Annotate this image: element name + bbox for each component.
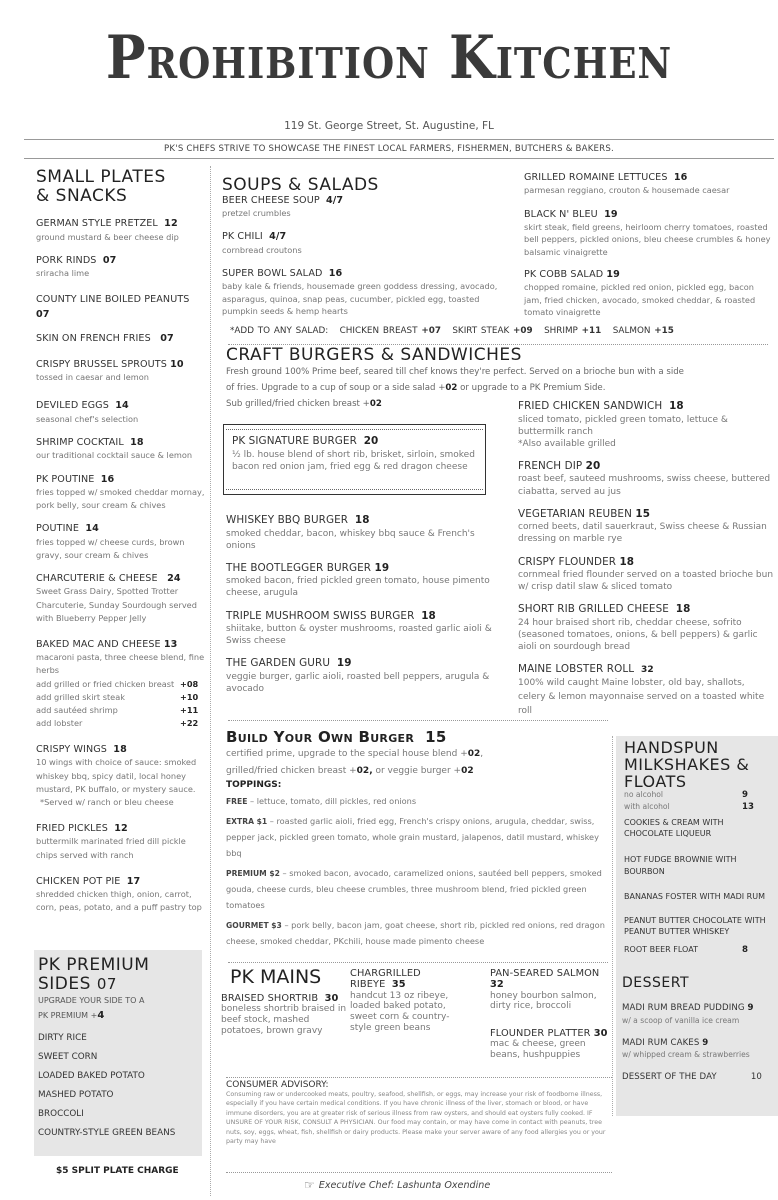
main-item: CHARGRILLED RIBEYE 35 handcut 13 oz ribeye, loaded baked potato, sweet corn & country-style green beans [350,968,450,1033]
menu-item: CHARCUTERIE & CHEESE 24 Sweet Grass Dairy, Spotted Trotter Charcuterie, Sunday Sourdough served with Blueberry Pepper Jelly [36,572,197,623]
addon-row: add grilled or fried chicken breast +08 [36,678,199,689]
topping-tier: FREE – lettuce, tomato, dill pickles, red onions [226,796,417,807]
burgers-left-column [226,514,496,705]
menu-item: FRIED PICKLES 12 buttermilk marinated fried dill pickle chips served with ranch [36,822,186,860]
build-your-own-burger-section: Build Your Own Burger 15 certified prime, upgrade to the special house blend +02, grilled/fried chicken breast +02, or veggie burger +02 TOPPINGS: FREE – lettuce, tomato, dill pickles, red onions EXTRA $1 – roasted garlic aioli, fried egg, French's crispy onions, arugula, cheddar, swiss, pepper jack, pickled green tomato, whole grain mustard, jalapenos, datil mustard, whiskey bbq PREMIUM $2 – smoked bacon, avocado, caramelized onions, sautéed bell peppers, smoked gouda, cheese curds, bleu cheese crumbles, three mushroom blend, fried pickled green tomatoes GOURMET $3 – pork belly, bacon jam, goat cheese, short rib, pickled red onions, red dragon cheese, smoked cheddar, PKchili, house made pimento cheese [226,728,606,950]
restaurant-title: Prohibition Kitchen [105,23,673,93]
burgers-title: CRAFT BURGERS & SANDWICHES [226,345,522,365]
menu-item: SHORT RIB GRILLED CHEESE 18 24 hour braised short rib, cheddar cheese, sofrito (seasoned tomatoes, onions, & bell peppers) & garlic aioli on sourdough bread [518,603,758,653]
burgers-right-column [518,400,774,729]
menu-item: SKIN ON FRENCH FRIES 07 [36,333,174,345]
root-beer-float: ROOT BEER FLOAT 8 [624,944,748,955]
menu-item: TRIPLE MUSHROOM SWISS BURGER 18 shiitake, button & oyster mushrooms, roasted garlic aioli & Swiss cheese [226,609,492,647]
menu-item: WHISKEY BBQ BURGER 18 smoked cheddar, bacon, whiskey bbq sauce & French's onions [226,514,475,551]
milkshake-item: COOKIES & CREAM WITH CHOCOLATE LIQUEUR [624,817,724,839]
menu-item: CRISPY BRUSSEL SPROUTS 10 tossed in caesar and lemon [36,358,184,383]
milkshake-item: HOT FUDGE BROWNIE WITH BOURBON [624,854,737,876]
small-plates-section [36,168,206,925]
menu-item: MAINE LOBSTER ROLL 32 100% wild caught Maine lobster, old bay, shallots, celery & lemon mayonnaise served on a toasted white roll [518,663,765,716]
menu-item: COUNTY LINE BOILED PEANUTS 07 [36,293,190,320]
header-rule-top [24,139,774,140]
soups-salads-title: SOUPS & SALADS [222,175,379,195]
section-divider [228,720,608,721]
menu-item: POUTINE 14 fries topped w/ cheese curds, brown gravy, sour cream & chives [36,523,185,560]
side-item: COUNTRY-STYLE GREEN BEANS [38,1128,176,1139]
topping-tier: PREMIUM $2 – smoked bacon, avocado, caramelized onions, sautéed bell peppers, smoked gouda, cheese curds, bleu cheese crumbles, three mushroom blend, fried pickled green tomatoes [226,868,602,911]
menu-item: PORK RINDS 07 sriracha lime [36,254,117,279]
menu-item: PK COBB SALAD 19 chopped romaine, pickled red onion, pickled egg, bacon jam, fried chicken, avocado, smoked cheddar, & roasted tomato vinaigrette [524,268,756,318]
salad-addons: *ADD TO ANY SALAD: CHICKEN BREAST +07 SKIRT STEAK +09 SHRIMP +11 SALMON +15 [230,326,674,336]
menu-item: BLACK N' BLEU 19 skirt steak, field greens, heirloom cherry tomatoes, roasted bell peppers, pickled onions, bleu cheese crumbles & honey balsamic vinaigrette [524,208,771,257]
milkshake-item: PEANUT BUTTER CHOCOLATE WITH PEANUT BUTTER WHISKEY [624,915,766,937]
addon-row: add sautéed shrimp +11 [36,704,199,715]
dessert-item: DESSERT OF THE DAY 10 [622,1072,762,1083]
menu-item: DEVILED EGGS 14 seasonal chef's selection [36,400,139,424]
menu-item: THE BOOTLEGGER BURGER 19 smoked bacon, fried pickled green tomato, house pimento cheese, arugula [226,561,490,599]
menu-item: GRILLED ROMAINE LETTUCES 16 parmesan reggiano, crouton & housemade caesar [524,172,730,196]
column-divider-left [210,166,211,1196]
consumer-advisory: CONSUMER ADVISORY: Consuming raw or undercooked meats, poultry, seafood, shellfish, or eggs, may increase your risk of foodborne illness, especially if you have certain medical conditions. If you have chronic illness of the liver, stomach or blood, or have immune disorders, you are at greater risk of serious illness from raw oysters, and should eat oysters fully cooked. IF UNSURE OF YOUR RISK, CONSULT A PHYSICIAN. Our food may contain, or may have come in contact with peanuts, tree nuts, soy, eggs, wheat, fish, shellfish or dairy products. Please make your server aware of any food allergies you or your party may have [226,1080,606,1146]
menu-item: VEGETARIAN REUBEN 15 corned beets, datil sauerkraut, Swiss cheese & Russian dressing on marble rye [518,507,767,545]
price-row: with alcohol 13 [624,801,754,812]
mains-title: PK MAINS [230,966,322,988]
addon-row: add grilled skirt steak +10 [36,691,199,702]
menu-item-mac-and-cheese: BAKED MAC AND CHEESE 13 macaroni pasta, three cheese blend, fine herbs add grilled or fried chicken breast +08 add grilled skirt steak +10 add sautéed shrimp +11 add lobster +22 [36,639,206,730]
main-item: FLOUNDER PLATTER 30 mac & cheese, green beans, hushpuppies [490,1028,608,1061]
restaurant-address: 119 St. George Street, St. Augustine, FL [284,120,494,132]
menu-item: PK CHILI 4/7 cornbread croutons [222,231,302,255]
topping-tier: EXTRA $1 – roasted garlic aioli, fried egg, French's crispy onions, arugula, cheddar, swiss, pepper jack, pickled green tomato, whole grain mustard, jalapenos, datil mustard, whiskey bbq [226,816,599,859]
main-item: PAN-SEARED SALMON 32 honey bourbon salmon, dirty rice, broccoli [490,968,600,1012]
split-plate-charge: $5 SPLIT PLATE CHARGE [56,1166,179,1176]
milkshake-item: BANANAS FOSTER WITH MADI RUM [624,892,765,902]
soups-salads-section [222,176,502,328]
signature-burger-box: PK SIGNATURE BURGER 20 ½ lb. house blend of short rib, brisket, sirloin, smoked bacon red onion jam, fried egg & red dragon cheese [223,424,486,495]
tagline: PK'S CHEFS STRIVE TO SHOWCASE THE FINEST LOCAL FARMERS, FISHERMEN, BUTCHERS & BAKERS. [164,144,614,154]
dessert-item: MADI RUM BREAD PUDDING 9 w/ a scoop of vanilla ice cream [622,1003,754,1025]
side-item: DIRTY RICE [38,1033,87,1044]
menu-item: PK POUTINE 16 fries topped w/ smoked cheddar mornay, pork belly, sour cream & chives [36,473,205,511]
header-rule-bottom [24,158,774,159]
dessert-item: MADI RUM CAKES 9 w/ whipped cream & strawberries [622,1037,750,1059]
section-divider [226,1077,612,1078]
menu-item: GERMAN STYLE PRETZEL 12 ground mustard & beer cheese dip [36,218,179,242]
addon-row: add lobster +22 [36,717,199,728]
section-divider [228,962,608,963]
section-divider [226,1172,612,1173]
dessert-panel: DESSERT MADI RUM BREAD PUDDING 9 w/ a scoop of vanilla ice cream MADI RUM CAKES 9 w/ whipped cream & strawberries DESSERT OF THE DAY 10 [616,966,778,1116]
menu-item: CHICKEN POT PIE 17 shredded chicken thigh, onion, carrot, corn, peas, potato, and a puff pastry top [36,875,202,913]
menu-item: CRISPY WINGS 18 10 wings with choice of sauce: smoked whiskey bbq, spicy datil, local honey mustard, PK buffalo, or mystery sauce. *Served w/ ranch or bleu cheese [36,744,197,807]
menu-item: SHRIMP COCKTAIL 18 our traditional cocktail sauce & lemon [36,436,193,461]
burgers-intro: Fresh ground 100% Prime beef, seared till chef knows they're perfect. Served on a brioche bun with a side of fries. Upgrade to a cup of soup or a side salad +02 or upgrade to a PK Premium Side. Sub grilled/fried chicken breast +02 [226,367,684,409]
price-row: no alcohol 9 [624,790,748,801]
topping-tier: GOURMET $3 – pork belly, bacon jam, goat cheese, short rib, pickled red onions, red dragon cheese, smoked cheddar, PKchili, house made pimento cheese [226,920,605,947]
main-item: BRAISED SHORTRIB 30 boneless shortrib braised in beef stock, mashed potatoes, brown gravy [221,993,347,1036]
premium-sides-panel: PK PREMIUM SIDES 07 UPGRADE YOUR SIDE TO A PK PREMIUM +4 DIRTY RICE SWEET CORN LOADED BAKED POTATO MASHED POTATO BROCCOLI COUNTRY-STYLE GREEN BEANS [34,950,202,1156]
menu-item: THE GARDEN GURU 19 veggie burger, garlic aioli, roasted bell peppers, arugula & avocado [226,657,490,695]
executive-chef: ☞ Executive Chef: Lashunta Oxendine [304,1178,491,1192]
small-plates-title: SMALL PLATES & SNACKS [36,167,166,206]
side-item: MASHED POTATO [38,1090,114,1101]
salads-right-column [524,172,774,329]
menu-item: FRIED CHICKEN SANDWICH 18 sliced tomato, pickled green tomato, lettuce & buttermilk ranch *Also available grilled [518,400,728,449]
milkshakes-panel: HANDSPUN MILKSHAKES & FLOATS no alcohol 9 with alcohol 13 COOKIES & CREAM WITH CHOCOLATE LIQUEUR HOT FUDGE BROWNIE WITH BOURBON BANANAS FOSTER WITH MADI RUM PEANUT BUTTER CHOCOLATE WITH PEANUT BUTTER WHISKEY ROOT BEER FLOAT 8 [616,736,778,966]
column-divider-right [612,736,613,1116]
side-item: BROCCOLI [38,1109,84,1120]
side-item: LOADED BAKED POTATO [38,1071,145,1082]
menu-item: SUPER BOWL SALAD 16 baby kale & friends, housemade green goddess dressing, avocado, asparagus, quinoa, snap peas, cucumber, pickled egg, toasted pumpkin seeds & hemp hearts [222,267,498,316]
menu-item: BEER CHEESE SOUP 4/7 pretzel crumbles [222,194,344,219]
menu-item: FRENCH DIP 20 roast beef, sauteed mushrooms, swiss cheese, buttered ciabatta, served au jus [518,459,771,497]
menu-item: CRISPY FLOUNDER 18 cornmeal fried flounder served on a toasted brioche bun w/ crisp datil slaw & sliced tomato [518,555,774,593]
side-item: SWEET CORN [38,1052,98,1063]
pointing-hand-icon: ☞ [304,1178,315,1192]
